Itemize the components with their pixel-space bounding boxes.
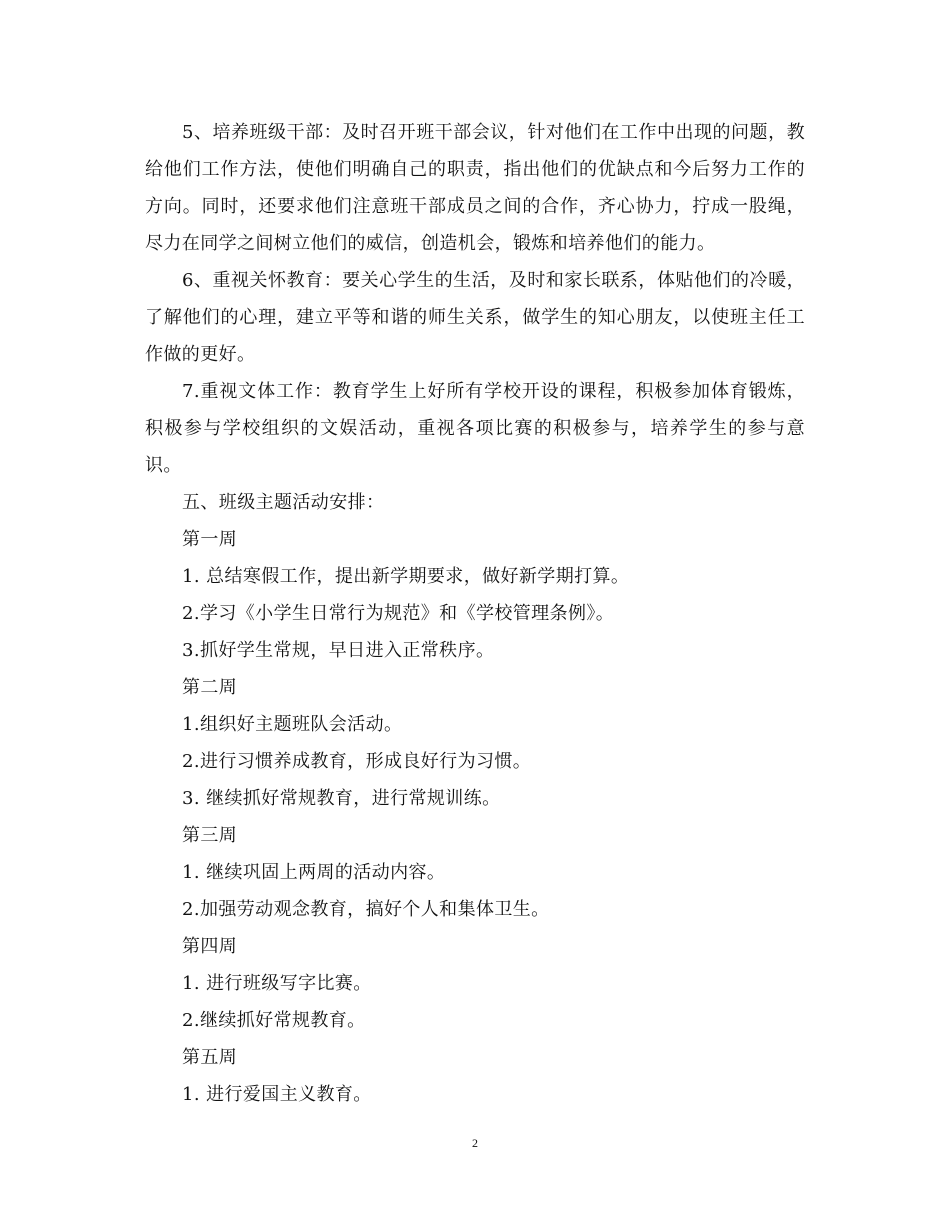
list-item: 1. 进行班级写字比赛。 — [182, 973, 372, 994]
list-item: 1.组织好主题班队会活动。 — [182, 714, 403, 735]
page-number: 2 — [472, 1136, 478, 1150]
list-item: 3.抓好学生常规，早日进入正常秩序。 — [182, 640, 495, 661]
list-item: 3. 继续抓好常规教育，进行常规训练。 — [182, 788, 501, 809]
list-item: 2.学习《小学生日常行为规范》和《学校管理条例》。 — [182, 603, 615, 624]
paragraph-care-education: 6、重视关怀教育：要关心学生的生活，及时和家长联系，体贴他们的冷暖，了解他们的心理，建立平等和谐的师生关系，做学生的知心朋友，以使班主任工作做的更好。 — [145, 270, 805, 365]
week-heading-1: 第一周 — [182, 529, 238, 550]
page-content — [145, 114, 805, 1113]
list-item: 2.进行习惯养成教育，形成良好行为习惯。 — [182, 751, 532, 772]
list-item: 1. 继续巩固上两周的活动内容。 — [182, 862, 446, 883]
list-item: 2.加强劳动观念教育，搞好个人和集体卫生。 — [182, 899, 550, 920]
week-heading-4: 第四周 — [182, 936, 238, 957]
list-item: 2.继续抓好常规教育。 — [182, 1010, 366, 1031]
week-heading-5: 第五周 — [182, 1047, 238, 1068]
section-heading-activities: 五、班级主题活动安排： — [182, 492, 385, 513]
paragraph-arts-sports: 7.重视文体工作：教育学生上好所有学校开设的课程，积极参加体育锻炼，积极参与学校组织的文娱活动，重视各项比赛的积极参与，培养学生的参与意识。 — [145, 381, 805, 476]
paragraph-cadre-training: 5、培养班级干部：及时召开班干部会议，针对他们在工作中出现的问题，教给他们工作方法，使他们明确自己的职责，指出他们的优缺点和今后努力工作的方向。同时，还要求他们注意班干部成员之间的合作，齐心协力，拧成一股绳，尽力在同学之间树立他们的威信，创造机会，锻炼和培养他们的能力。 — [145, 122, 805, 254]
week-heading-3: 第三周 — [182, 825, 238, 846]
list-item: 1. 总结寒假工作，提出新学期要求，做好新学期打算。 — [182, 566, 630, 587]
week-heading-2: 第二周 — [182, 677, 238, 698]
list-item: 1. 进行爱国主义教育。 — [182, 1084, 372, 1105]
